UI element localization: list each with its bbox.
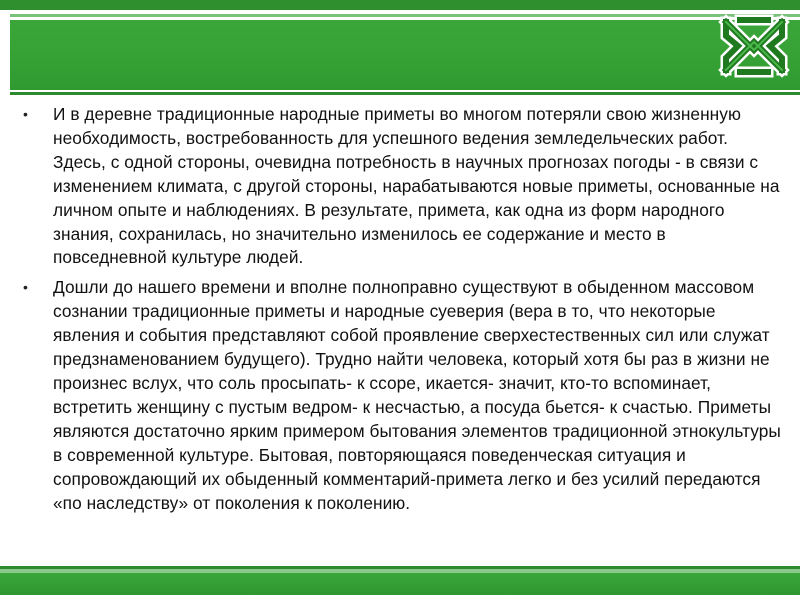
header-main-bar — [10, 20, 800, 90]
bullet-text: Дошли до нашего времени и вполне полноправно существуют в обыденном массовом сознании традиционные приметы и народные суеверия (вера в то, что некоторые явления и события представляют собой проявление сверхестественных сил или служат предзнаменованием будущего). Трудно найти человека, который хотя бы раз в жизни не произнес вслух, что соль просыпать- к ссоре, икается- значит, кто-то вспоминает, встретить женщину с пустым ведром- к несчастью, а посуда бьется- к счастью. Приметы являются достаточно ярким примером бытования элементов традиционной этнокультуры в современной культуре. Бытовая, повторяющаяся поведенческая ситуация и сопровождающий их обыденный комментарий-примета легко и без усилий передаются «по наследству» от поколения к поколению. — [53, 277, 781, 513]
bullet-text: И в деревне традиционные народные приметы во многом потеряли свою жизненную необходимость, востребованность для успешного ведения земледельческих работ. Здесь, с одной стороны, очевидна потребность в научных прогнозах погоды - в связи с изменением климата, с другой стороны, нарабатываются новые приметы, основанные на личном опыте и наблюдениях. В результате, примета, как одна из форм народного знания, сохранилась, но значительно изменилось ее содержание и место в повседневной культуре людей. — [53, 104, 780, 268]
footer-main-bar — [0, 573, 800, 595]
header-band — [0, 0, 800, 97]
header-bottom-line — [10, 92, 800, 95]
bullet-marker: • — [23, 279, 28, 296]
footer-band — [0, 566, 800, 600]
bullet-list — [22, 103, 782, 515]
header-light-line — [10, 14, 800, 17]
celtic-knot-logo-icon — [718, 12, 790, 80]
list-item — [22, 103, 782, 270]
list-item — [22, 276, 782, 515]
footer-bottom-edge — [0, 595, 800, 600]
header-top-strip — [0, 0, 800, 10]
bullet-marker: • — [23, 106, 28, 122]
